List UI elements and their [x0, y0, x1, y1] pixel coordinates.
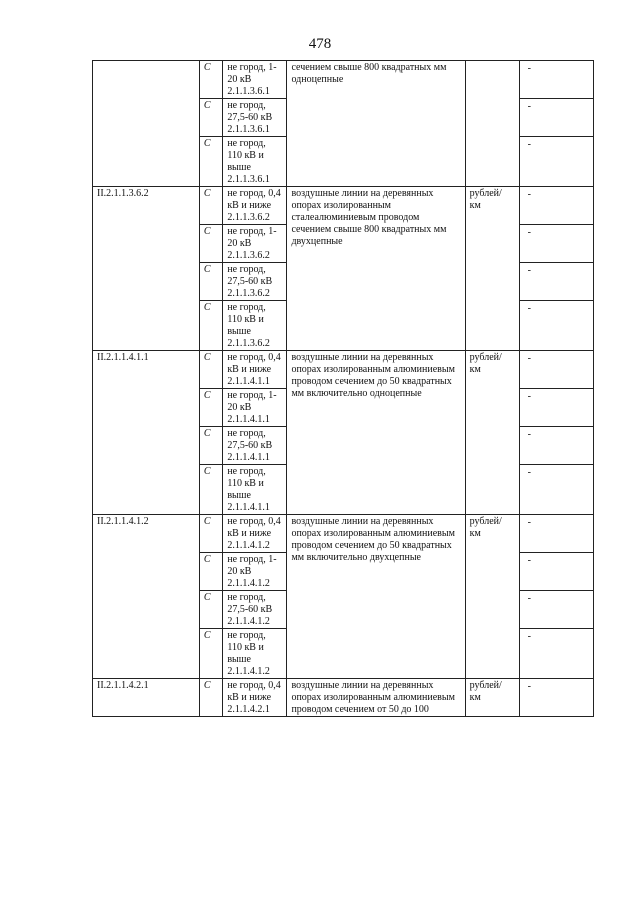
row-code: II.2.1.1.4.2.1	[93, 679, 200, 717]
category-letter: С	[199, 187, 222, 225]
page-number: 478	[308, 36, 332, 52]
value-cell	[519, 515, 593, 553]
value-dash: -	[527, 265, 531, 276]
value-cell	[519, 61, 593, 99]
voltage-class: не город, 27,5-60 кВ 2.1.1.3.6.2	[223, 263, 287, 301]
value-dash: -	[527, 303, 531, 314]
category-letter: С	[199, 427, 222, 465]
line-description: воздушные линии на деревянных опорах изолированным алюминиевым проводом сечением до 50 квадратных мм включительно двухцепные	[287, 515, 465, 679]
value-dash: -	[527, 555, 531, 566]
value-dash: -	[527, 391, 531, 402]
table-row	[93, 515, 594, 553]
category-letter: С	[199, 465, 222, 515]
value-cell	[519, 351, 593, 389]
value-dash: -	[527, 227, 531, 238]
unit-label: рублей/ км	[465, 187, 519, 351]
unit-label: рублей/ км	[465, 351, 519, 515]
category-letter: С	[199, 591, 222, 629]
category-letter: С	[199, 389, 222, 427]
value-dash: -	[527, 681, 531, 692]
voltage-class: не город, 27,5-60 кВ 2.1.1.4.1.1	[223, 427, 287, 465]
category-letter: С	[199, 515, 222, 553]
table-row	[93, 187, 594, 225]
value-dash: -	[527, 139, 531, 150]
category-letter: С	[199, 263, 222, 301]
category-letter: С	[199, 629, 222, 679]
value-cell	[519, 465, 593, 515]
voltage-class: не город, 0,4 кВ и ниже 2.1.1.4.1.1	[223, 351, 287, 389]
row-code: II.2.1.1.4.1.2	[93, 515, 200, 679]
line-description: воздушные линии на деревянных опорах изолированным сталеалюминиевым проводом сечением свыше 800 квадратных мм двухцепные	[287, 187, 465, 351]
category-letter: С	[199, 301, 222, 351]
value-dash: -	[527, 467, 531, 478]
voltage-class: не город, 110 кВ и выше 2.1.1.3.6.2	[223, 301, 287, 351]
value-dash: -	[527, 189, 531, 200]
value-cell	[519, 225, 593, 263]
value-cell	[519, 553, 593, 591]
line-description: воздушные линии на деревянных опорах изолированным алюминиевым проводом сечением до 50 квадратных мм включительно одноцепные	[287, 351, 465, 515]
table-row	[93, 351, 594, 389]
voltage-class: не город, 1-20 кВ 2.1.1.3.6.2	[223, 225, 287, 263]
value-dash: -	[527, 593, 531, 604]
value-cell	[519, 679, 593, 717]
voltage-class: не город, 1-20 кВ 2.1.1.4.1.2	[223, 553, 287, 591]
value-dash: -	[527, 353, 531, 364]
category-letter: С	[199, 225, 222, 263]
value-cell	[519, 301, 593, 351]
table-row	[93, 61, 594, 99]
unit-label	[465, 61, 519, 187]
voltage-class: не город, 0,4 кВ и ниже 2.1.1.4.2.1	[223, 679, 287, 717]
voltage-class: не город, 27,5-60 кВ 2.1.1.4.1.2	[223, 591, 287, 629]
value-cell	[519, 629, 593, 679]
value-cell	[519, 187, 593, 225]
voltage-class: не город, 110 кВ и выше 2.1.1.4.1.2	[223, 629, 287, 679]
line-description: сечением свыше 800 квадратных мм одноцепные	[287, 61, 465, 187]
value-dash: -	[527, 429, 531, 440]
voltage-class: не город, 110 кВ и выше 2.1.1.4.1.1	[223, 465, 287, 515]
value-dash: -	[527, 63, 531, 74]
value-cell	[519, 99, 593, 137]
value-cell	[519, 389, 593, 427]
voltage-class: не город, 1-20 кВ 2.1.1.3.6.1	[223, 61, 287, 99]
value-dash: -	[527, 631, 531, 642]
category-letter: С	[199, 351, 222, 389]
unit-label: рублей/ км	[465, 515, 519, 679]
voltage-class: не город, 1-20 кВ 2.1.1.4.1.1	[223, 389, 287, 427]
category-letter: С	[199, 553, 222, 591]
category-letter: С	[199, 679, 222, 717]
row-code	[93, 61, 200, 187]
value-dash: -	[527, 517, 531, 528]
category-letter: С	[199, 137, 222, 187]
voltage-class: не город, 27,5-60 кВ 2.1.1.3.6.1	[223, 99, 287, 137]
value-cell	[519, 591, 593, 629]
line-description: воздушные линии на деревянных опорах изолированным алюминиевым проводом сечением от 50 до 100	[287, 679, 465, 717]
value-dash: -	[527, 101, 531, 112]
voltage-class: не город, 110 кВ и выше 2.1.1.3.6.1	[223, 137, 287, 187]
row-code: II.2.1.1.3.6.2	[93, 187, 200, 351]
value-cell	[519, 427, 593, 465]
voltage-class: не город, 0,4 кВ и ниже 2.1.1.4.1.2	[223, 515, 287, 553]
unit-label: рублей/ км	[465, 679, 519, 717]
voltage-class: не город, 0,4 кВ и ниже 2.1.1.3.6.2	[223, 187, 287, 225]
category-letter: С	[199, 61, 222, 99]
value-cell	[519, 263, 593, 301]
value-cell	[519, 137, 593, 187]
table-row	[93, 679, 594, 717]
tariff-table	[92, 60, 594, 717]
category-letter: С	[199, 99, 222, 137]
row-code: II.2.1.1.4.1.1	[93, 351, 200, 515]
